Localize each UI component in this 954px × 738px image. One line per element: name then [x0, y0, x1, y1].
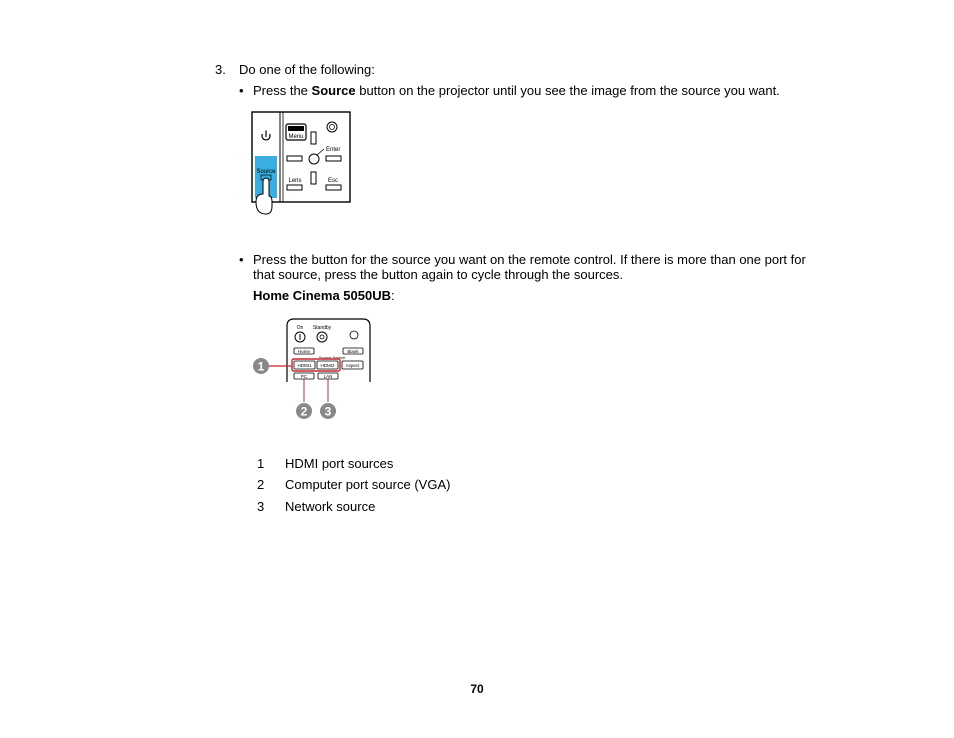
source-label: Source — [256, 169, 276, 175]
on-label: On — [296, 325, 304, 331]
standby-label: Standby — [312, 325, 332, 331]
bullet-text-source — [253, 83, 780, 99]
model-heading — [253, 288, 395, 304]
model-heading-suffix: : — [391, 288, 395, 303]
enter-label: Enter — [326, 147, 341, 153]
legend-text: Computer port source (VGA) — [285, 477, 451, 492]
blank-label: Blank — [347, 349, 359, 354]
callout-3: 3 — [324, 404, 332, 419]
legend-num: 1 — [257, 456, 265, 471]
bullet-text-bold: Source — [311, 83, 356, 98]
legend-num: 2 — [257, 477, 265, 492]
bullet-marker: • — [239, 252, 244, 267]
callout-1: 1 — [257, 359, 265, 374]
bullet-text-post: button on the projector until you see the image from the source you want. — [355, 83, 780, 98]
lens-label: Lens — [288, 178, 302, 184]
aspect-label: Aspect — [345, 363, 360, 368]
bullet-text-line2: that source, press the button again to cycle through the sources. — [253, 267, 623, 282]
bullet-marker: • — [239, 83, 244, 98]
callout-2: 2 — [300, 404, 308, 419]
source-search-label: Source Search — [318, 355, 346, 360]
hdmi2-label: HDMI2 — [320, 363, 335, 368]
menu-label: Menu — [288, 134, 304, 140]
remote-control-figure — [250, 316, 374, 424]
legend-text: Network source — [285, 499, 376, 514]
step-number: 3. — [215, 62, 226, 77]
legend-num: 3 — [257, 499, 265, 514]
model-heading-name: Home Cinema 5050UB — [253, 288, 391, 303]
bullet-text-line1: Press the button for the source you want on the remote control. If there is more than one port for — [253, 252, 806, 267]
hdmi1-label: HDMI1 — [297, 363, 312, 368]
projector-panel-figure — [250, 110, 354, 222]
esc-label: Esc — [327, 178, 339, 184]
step-text: Do one of the following: — [239, 62, 375, 77]
lan-label: LAN — [323, 374, 333, 379]
legend-text: HDMI port sources — [285, 456, 394, 471]
page-number: 70 — [470, 682, 484, 696]
home-label: Home — [297, 349, 311, 354]
pc-label: PC — [300, 374, 308, 379]
bullet-text-pre: Press the — [253, 83, 312, 98]
